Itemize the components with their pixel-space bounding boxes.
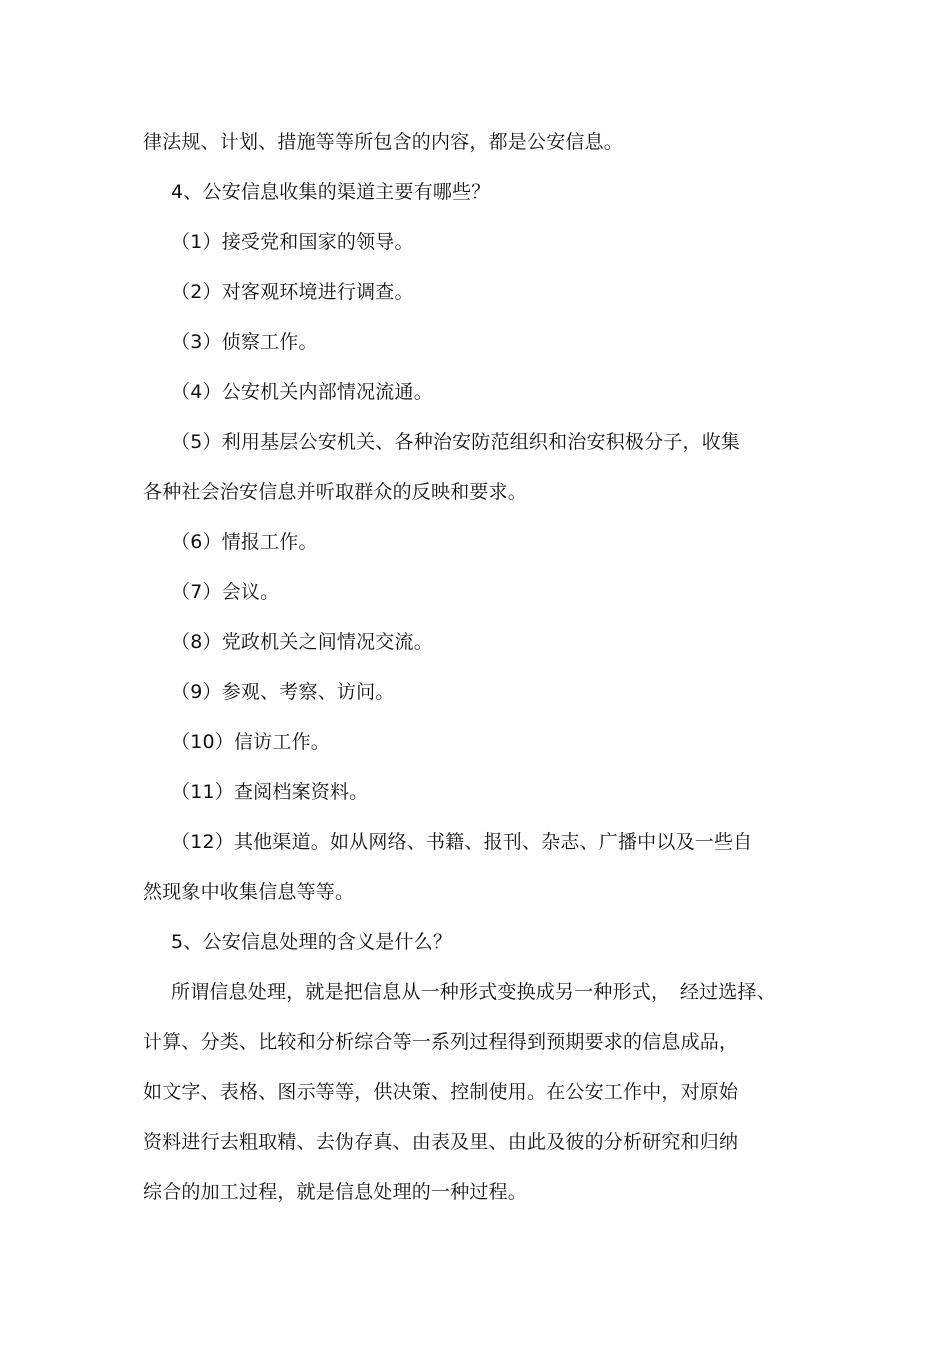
text-line: 如文字、表格、图示等等，供决策、控制使用。在公安工作中，对原始 [143,1081,739,1103]
list-item: （3）侦察工作。 [171,331,318,353]
text-line: 计算、分类、比较和分析综合等一系列过程得到预期要求的信息成品， [143,1031,739,1053]
list-item: （10）信访工作。 [171,731,330,753]
text-line: 各种社会治安信息并听取群众的反映和要求。 [143,481,528,503]
list-item: （5）利用基层公安机关、各种治安防范组织和治安积极分子，收集 [171,431,741,453]
list-item: （4）公安机关内部情况流通。 [171,381,433,403]
list-item: （7）会议。 [171,581,280,603]
list-item: （2）对客观环境进行调查。 [171,281,414,303]
list-item: （9）参观、考察、访问。 [171,681,395,703]
section-heading: 5、公安信息处理的含义是什么？ [171,931,453,953]
text-line: 资料进行去粗取精、去伪存真、由表及里、由此及彼的分析研究和归纳 [143,1131,739,1153]
list-item: （1）接受党和国家的领导。 [171,231,414,253]
text-line: 综合的加工过程，就是信息处理的一种过程。 [143,1181,528,1203]
section-heading: 4、公安信息收集的渠道主要有哪些？ [171,181,491,203]
list-item: （8）党政机关之间情况交流。 [171,631,433,653]
text-line: 律法规、计划、措施等等所包含的内容，都是公安信息。 [143,131,624,153]
list-item: （11）查阅档案资料。 [171,781,369,803]
list-item: （12）其他渠道。如从网络、书籍、报刊、杂志、广播中以及一些自 [171,831,753,853]
list-item: （6）情报工作。 [171,531,318,553]
text-line: 然现象中收集信息等等。 [143,881,355,903]
text-line: 所谓信息处理，就是把信息从一种形式变换成另一种形式， 经过选择、 [171,981,776,1003]
